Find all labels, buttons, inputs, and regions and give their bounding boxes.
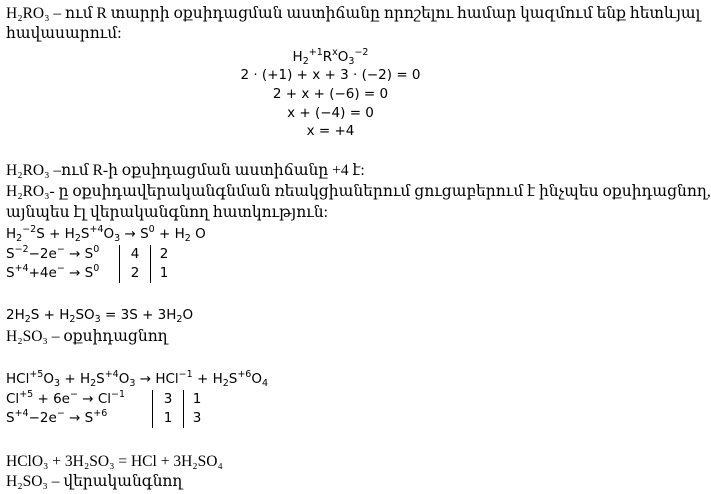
intro-line-1: H₂RO₃ – ում R տարրի օքսիդացման աստիճանը որոշելու համար կազմում ենք հետևյալ [6, 5, 701, 22]
reaction2-half-reaction-2: $S^{+4}-2e^- \to S^{+6}$ 1 3 [6, 409, 210, 428]
reaction2-role: H₂SO₃ – վերականգնող [6, 473, 183, 490]
formula-oxidation-states: $H_2^{+1}R^xO_3^{-2}$ [292, 47, 369, 67]
reaction2-electron-balance [6, 390, 210, 428]
reaction1-coef-c: 2 [120, 264, 151, 283]
equation-step-3: x + (−4) = 0 [287, 105, 374, 121]
reaction1-role: H₂SO₃ – օքսիդացնող [6, 328, 168, 345]
reaction2-coef-c: 1 [153, 409, 184, 428]
equation-result: x = +4 [306, 123, 355, 139]
reaction1-half-reaction-1: $S^{-2}-2e^- \to S^0$ 4 2 [6, 245, 177, 264]
reaction1-equation: $H_2^{-2}S + H_2S^{+4}O_3 \to S^0 + H_2$ O [6, 224, 206, 244]
dual-property-line-2: այնպես էլ վերականգնող հատկություն: [6, 204, 328, 221]
equation-step-2: 2 + x + (−6) = 0 [272, 86, 389, 102]
reaction2-coef-d: 3 [184, 409, 211, 428]
reaction1-coef-b: 2 [151, 245, 178, 264]
intro-line-2: հավասարում: [6, 25, 122, 42]
reaction1-final-equation: $2H_2S + H_2SO_3 = 3S + 3H_2O$ [6, 307, 194, 325]
conclusion-text: H₂RO₃ –ում R-ի օքսիդացման աստիճանը +4 է: [6, 162, 365, 179]
reaction1-coef-a: 4 [120, 245, 151, 264]
reaction1-electron-balance [6, 245, 177, 283]
reaction2-final-equation: HClO₃ + 3H₂SO₃ = HCl + 3H₂SO₄ [6, 453, 223, 470]
reaction1-half-reaction-2: $S^{+4}+4e^- \to S^0$ 2 1 [6, 264, 177, 283]
reaction2-coef-b: 1 [184, 390, 211, 409]
equation-step-1: 2 · (+1) + x + 3 · (−2) = 0 [240, 67, 421, 83]
reaction2-equation: $HCl^{+5}O_3 + H_2S^{+4}O_3 \to HCl^{-1} + H_2S^{+6}O_4$ [6, 369, 269, 389]
dual-property-line-1: H₂RO₃- ը օքսիդավերականգնման ռեակցիաներում ցուցաբերում է ինչպես օքսիդացնող, [6, 183, 711, 200]
reaction2-coef-a: 3 [153, 390, 184, 409]
reaction2-half-reaction-1: $Cl^{+5} + 6e^- \to Cl^{-1}$ 3 1 [6, 390, 210, 409]
reaction1-coef-d: 1 [151, 264, 178, 283]
